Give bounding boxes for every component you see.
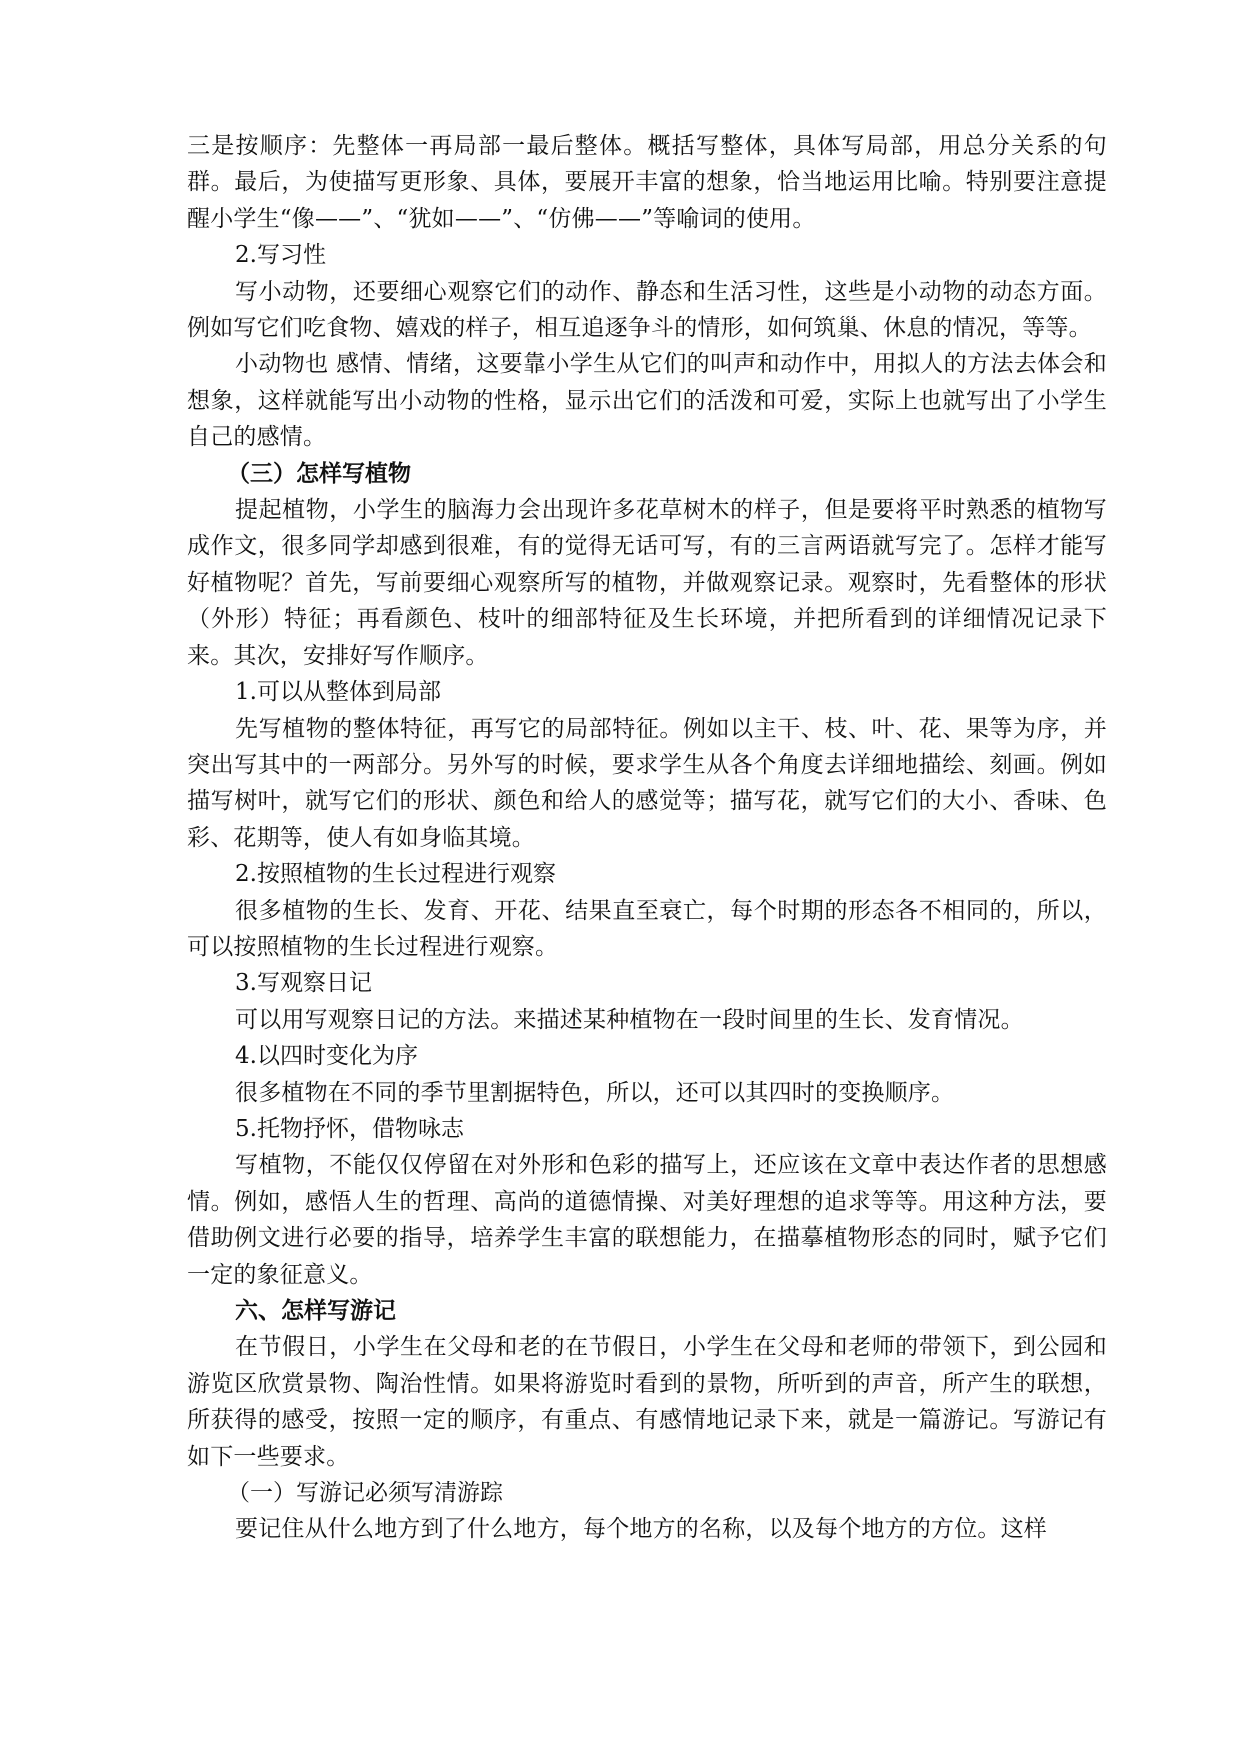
subheading-diary: 3.写观察日记: [235, 970, 372, 997]
paragraph-travel-intro: 在节假日，小学生在父母和老的在节假日，小学生在父母和老师的带领下，到公园和游览区欣赏景物、陶治性情。如果将游览时看到的景物，所听到的声音，所产生的联想，所获得的感受，按照一定的顺序，有重点、有感情地记录下来，就是一篇游记。写游记有如下一些要求。: [187, 1334, 1107, 1470]
subheading-growth-process: 2.按照植物的生长过程进行观察: [235, 861, 556, 888]
section-heading-plants: （三）怎样写植物: [227, 460, 411, 487]
subheading-habits: 2.写习性: [235, 242, 326, 269]
section-heading-travel: 六、怎样写游记: [235, 1298, 396, 1324]
paragraph-emotions: 小动物也 感情、情绪，这要靠小学生从它们的叫声和动作中，用拟人的方法去体会和想象，这样就能写出小动物的性格，显示出它们的活泼和可爱，实际上也就写出了小学生自己的感情。: [187, 351, 1107, 451]
paragraph-growth-process: 很多植物的生长、发育、开花、结果直至衰亡，每个时期的形态各不相同的，所以，可以按照植物的生长过程进行观察。: [187, 897, 1107, 960]
paragraph-diary: 可以用写观察日记的方法。来描述某种植物在一段时间里的生长、发育情况。: [235, 1006, 1024, 1033]
subheading-express-feelings: 5.托物抒怀，借物咏志: [235, 1115, 464, 1142]
paragraph-plants-intro: 提起植物，小学生的脑海力会出现许多花草树木的样子，但是要将平时熟悉的植物写成作文，很多同学却感到很难，有的觉得无话可写，有的三言两语就写完了。怎样才能写好植物呢？首先，写前要细心观察所写的植物，并做观察记录。观察时，先看整体的形状（外形）特征；再看颜色、枝叶的细部特征及生长环境，并把所看到的详细情况记录下来。其次，安排好写作顺序。: [187, 497, 1107, 669]
subheading-seasons: 4.以四时变化为序: [235, 1043, 418, 1070]
subheading-itinerary: （一）写游记必须写清游踪: [227, 1480, 503, 1507]
subheading-whole-to-part: 1.可以从整体到局部: [235, 679, 441, 706]
paragraph-seasons: 很多植物在不同的季节里割据特色，所以，还可以其四时的变换顺序。: [235, 1079, 955, 1106]
paragraph-itinerary: 要记住从什么地方到了什么地方，每个地方的名称，以及每个地方的方位。这样: [235, 1516, 1047, 1543]
paragraph-express-feelings: 写植物，不能仅仅停留在对外形和色彩的描写上，还应该在文章中表达作者的思想感情。例如，感悟人生的哲理、高尚的道德情操、对美好理想的追求等等。用这种方法，要借助例文进行必要的指导，培养学生丰富的联想能力，在描摹植物形态的同时，赋予它们一定的象征意义。: [187, 1152, 1107, 1288]
document-page: [187, 128, 1107, 1548]
paragraph-whole-to-part: 先写植物的整体特征，再写它的局部特征。例如以主干、枝、叶、花、果等为序，并突出写其中的一两部分。另外写的时候，要求学生从各个角度去详细地描绘、刻画。例如描写树叶，就写它们的形状、颜色和给人的感觉等；描写花，就写它们的大小、香味、色彩、花期等，使人有如身临其境。: [187, 715, 1107, 851]
paragraph-habits: 写小动物，还要细心观察它们的动作、静态和生活习性，这些是小动物的动态方面。例如写它们吃食物、嬉戏的样子，相互追逐争斗的情形，如何筑巢、休息的情况，等等。: [187, 278, 1107, 342]
paragraph-order: 三是按顺序：先整体一再局部一最后整体。概括写整体，具体写局部，用总分关系的句群。最后，为使描写更形象、具体，要展开丰富的想象，恰当地运用比喻。特别要注意提醒小学生“像——”、“犹如——”、“仿佛——”等喻词的使用。: [187, 133, 1107, 232]
